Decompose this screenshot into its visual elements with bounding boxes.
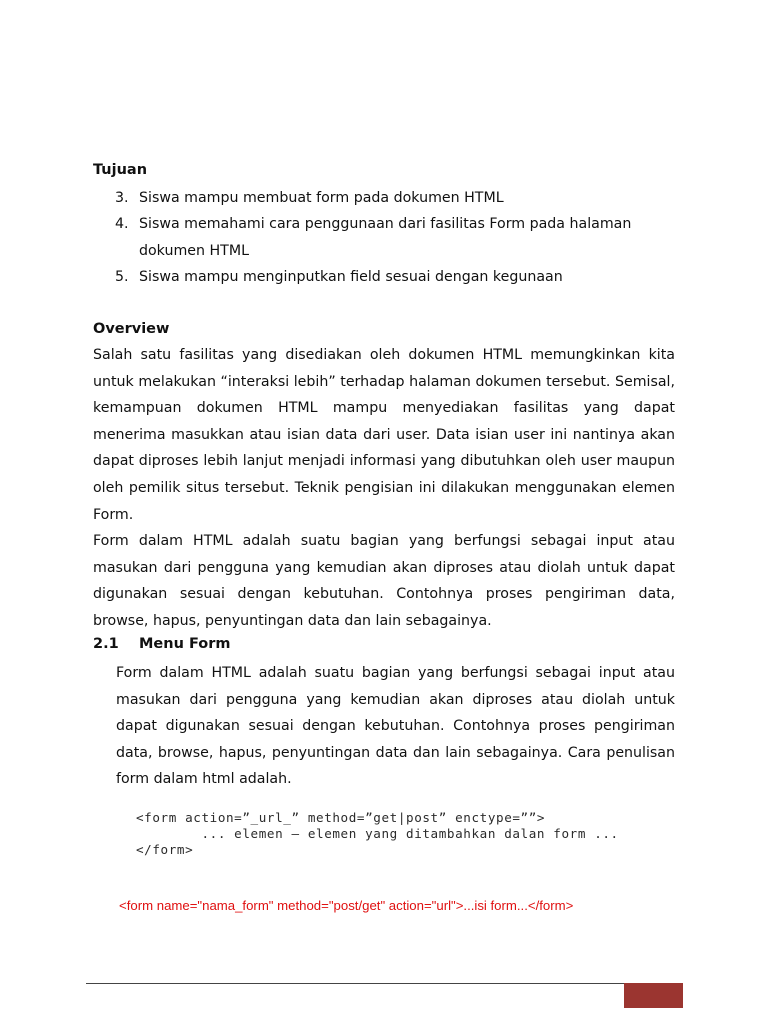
list-text: Siswa mampu menginputkan field sesuai dengan kegunaan xyxy=(139,269,563,285)
list-number: 5. xyxy=(115,269,129,285)
footer-accent-block xyxy=(624,983,683,1008)
menu-form-paragraph: Form dalam HTML adalah suatu bagian yang berfungsi sebagai input atau masukan dari pengguna yang kemudian akan diproses atau diolah untuk dapat digunakan sesuai dengan kebutuhan. Contohnya proses pengiriman data, browse, hapus, penyuntingan data dan lain sebagainya. Cara penulisan form dalam html adalah. xyxy=(116,665,675,788)
code-line: <form action=”_url_” method=”get|post” enctype=””> xyxy=(136,810,546,825)
section-number: 2.1 xyxy=(93,636,119,652)
list-number: 4. xyxy=(115,216,129,232)
list-item xyxy=(115,185,675,212)
tujuan-heading: Tujuan xyxy=(93,162,148,178)
list-text: Siswa mampu membuat form pada dokumen HTML xyxy=(139,190,504,206)
list-number: 3. xyxy=(115,190,129,206)
code-line: </form> xyxy=(136,842,194,857)
section-title: Menu Form xyxy=(139,636,231,652)
list-item xyxy=(115,211,635,264)
overview-heading: Overview xyxy=(93,321,170,337)
footer-divider xyxy=(86,983,683,984)
list-text: Siswa memahami cara penggunaan dari fasilitas Form pada halaman dokumen HTML xyxy=(139,216,632,259)
overview-paragraph: Salah satu fasilitas yang disediakan oleh dokumen HTML memungkinkan kita untuk melakukan “interaksi lebih” terhadap halaman dokumen tersebut. Semisal, kemampuan dokumen HTML mampu menyediakan fasilitas yang dapat menerima masukkan atau isian data dari user. Data isian user ini nantinya akan dapat diproses lebih lanjut menjadi informasi yang dibutuhkan oleh user maupun oleh pemilik situs tersebut. Teknik pengisian ini dilakukan menggunakan elemen Form. xyxy=(93,347,675,523)
overview-paragraph-2: Form dalam HTML adalah suatu bagian yang berfungsi sebagai input atau masukan dari pengguna yang kemudian akan diproses atau diolah untuk dapat digunakan sesuai dengan kebutuhan. Contohnya proses pengiriman data, browse, hapus, penyuntingan data dan lain sebagainya. xyxy=(93,533,675,629)
code-line: ... elemen – elemen yang ditambahkan dalan form ... xyxy=(136,826,619,841)
form-example-code: <form name="nama_form" method="post/get" action="url">...isi form...</form> xyxy=(119,898,574,913)
list-item xyxy=(115,264,675,291)
form-syntax-code xyxy=(136,810,619,858)
